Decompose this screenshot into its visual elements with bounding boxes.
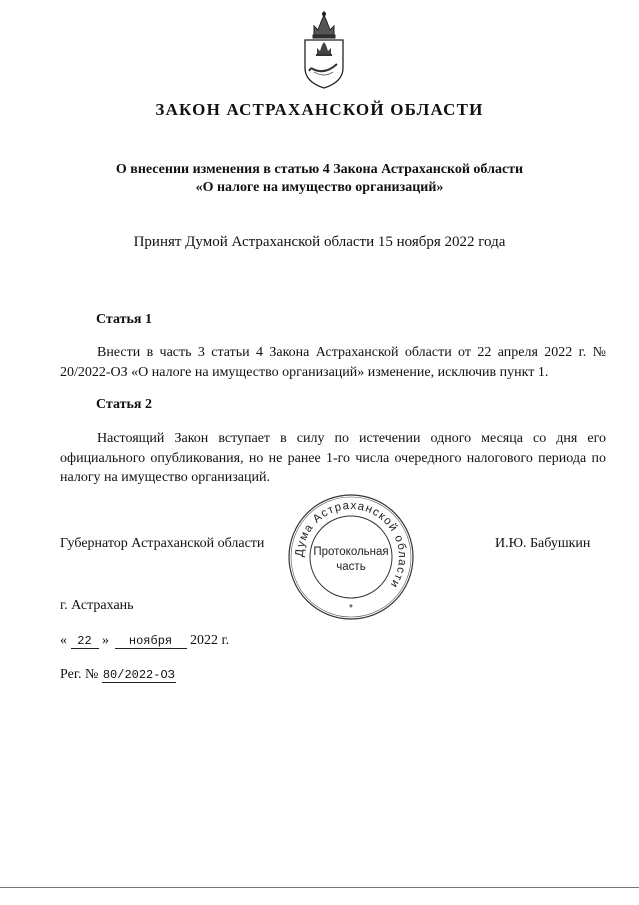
stamp-center-line2: часть xyxy=(336,561,366,573)
signatory-name: И.Ю. Бабушкин xyxy=(495,536,591,551)
city-label: г. Астрахань xyxy=(60,598,134,613)
official-stamp xyxy=(287,493,415,621)
stamp-star: * xyxy=(349,603,353,614)
date-day: 22 xyxy=(71,634,99,649)
stamp-seal-graphic xyxy=(287,493,415,621)
date-line xyxy=(60,633,229,649)
date-year: 2022 г. xyxy=(190,633,230,648)
page-bottom-rule xyxy=(0,887,639,888)
article-2-heading: Статья 2 xyxy=(96,397,152,412)
date-close-quote: » xyxy=(102,633,109,648)
registration-line xyxy=(60,667,176,683)
article-1-text: Внести в часть 3 статьи 4 Закона Астраханской области от 22 апреля 2022 г. № 20/2022-ОЗ «О налоге на имущество организаций» изменение, исключив пункт 1. xyxy=(60,345,606,380)
stamp-ring-text: Дума Астраханской области xyxy=(293,499,409,591)
document-subtitle-line2: «О налоге на имущество организаций» xyxy=(195,180,444,195)
date-month: ноября xyxy=(115,634,187,649)
coat-of-arms-emblem xyxy=(300,10,348,90)
article-1-heading: Статья 1 xyxy=(96,312,152,327)
document-subtitle-line1: О внесении изменения в статью 4 Закона Астраханской области xyxy=(115,162,524,177)
registration-number: 80/2022-ОЗ xyxy=(102,668,175,682)
signatory-position: Губернатор Астраханской области xyxy=(60,536,265,551)
adoption-statement: Принят Думой Астраханской области 15 ноября 2022 года xyxy=(133,234,506,250)
stamp-center-line1: Протокольная xyxy=(313,546,389,558)
registration-label: Рег. № xyxy=(60,667,99,682)
document-title: ЗАКОН АСТРАХАНСКОЙ ОБЛАСТИ xyxy=(155,100,484,119)
date-open-quote: « xyxy=(60,633,67,648)
article-2-text: Настоящий Закон вступает в силу по истечении одного месяца со дня его официального опубликования, но не ранее 1-го числа очередного налогового периода по налогу на имущество организаций. xyxy=(60,431,606,485)
